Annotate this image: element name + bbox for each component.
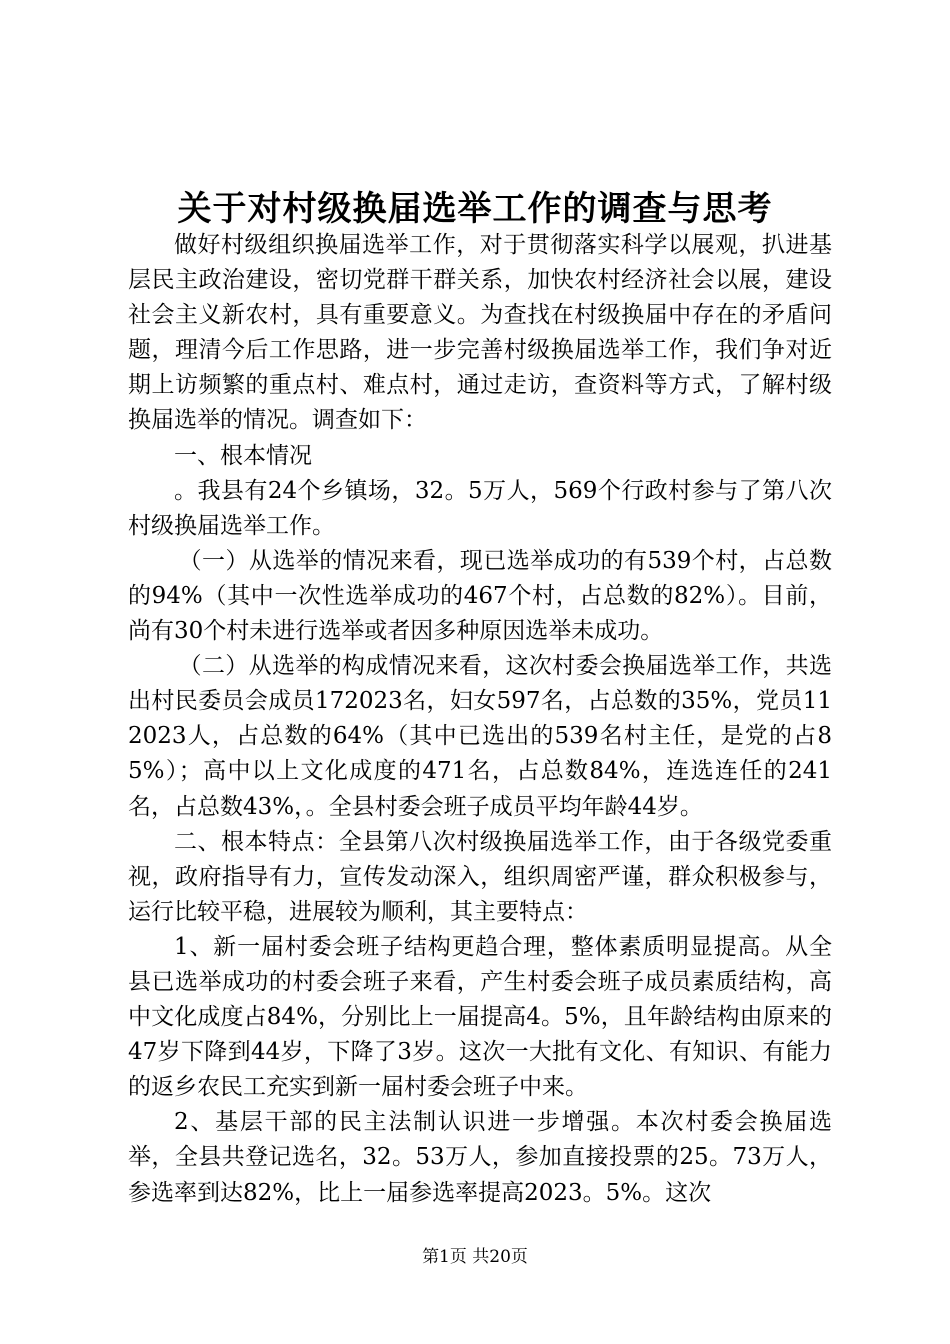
document-body [128,228,832,1211]
paragraph-county-overview: 。我县有24个乡镇场，32。5万人，569个行政村参与了第八次村级换届选举工作。 [128,477,832,539]
page-number-footer: 第1页 共20页 [422,1247,528,1267]
section-heading-basic-features: 二、根本特点：全县第八次村级换届选举工作，由于各级党委重视，政府指导有力，宣传发动深入，组织周密严谨，群众积极参与，运行比较平稳，进展较为顺利，其主要特点： [128,828,832,925]
paragraph-feature-2: 2、基层干部的民主法制认识进一步增强。本次村委会换届选举，全县共登记选名，32。53万人，参加直接投票的25。73万人，参选率到达82%，比上一届参选率提高2023。5%。这次 [128,1109,832,1206]
document-title: 关于对村级换届选举工作的调查与思考 [177,189,773,229]
paragraph-intro: 做好村级组织换届选举工作，对于贯彻落实科学以展观，扒进基层民主政治建设，密切党群干群关系，加快农村经济社会以展，建设社会主义新农村，具有重要意义。为查找在村级换届中存在的矛盾问题，理清今后工作思路，进一步完善村级换届选举工作，我们争对近期上访频繁的重点村、难点村，通过走访，查资料等方式，了解村级换届选举的情况。调查如下： [128,232,832,434]
paragraph-election-composition: （二）从选举的构成情况来看，这次村委会换届选举工作，共选出村民委员会成员172023名，妇女597名，占总数的35%，党员112023人，占总数的64%（其中已选出的539名村主任，是党的占85%）；高中以上文化成度的471名，占总数84%，连选连任的241名，占总数43%，。全县村委会班子成员平均年龄44岁。 [128,653,832,820]
paragraph-feature-1: 1、新一届村委会班子结构更趋合理，整体素质明显提高。从全县已选举成功的村委会班子来看，产生村委会班子成员素质结构，高中文化成度占84%，分别比上一届提高4。5%，且年龄结构由原来的47岁下降到44岁，下降了3岁。这次一大批有文化、有知识、有能力的返乡农民工充实到新一届村委会班子中来。 [128,933,832,1101]
section-heading-basic-situation: 一、根本情况 [174,442,312,469]
paragraph-election-results: （一）从选举的情况来看，现已选举成功的有539个村，占总数的94%（其中一次性选举成功的467个村，占总数的82%）。目前，尚有30个村未进行选举或者因多种原因选举未成功。 [128,547,832,645]
